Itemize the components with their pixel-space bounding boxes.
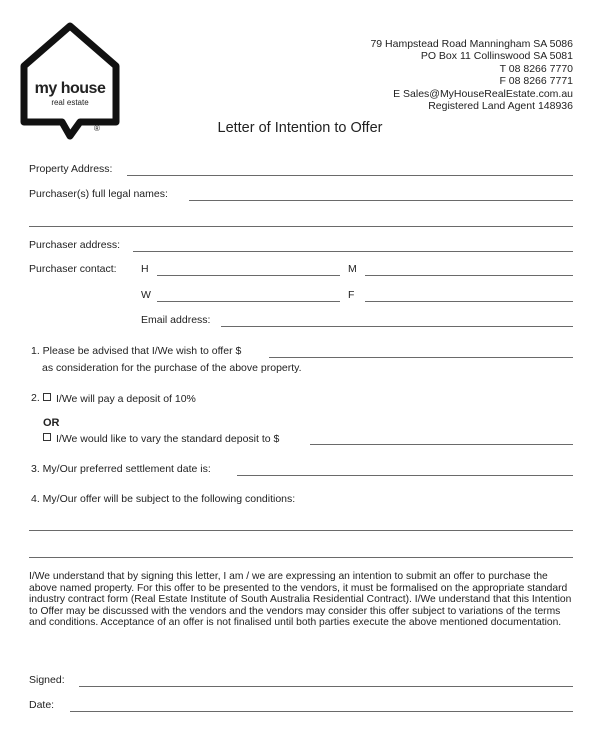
signed-label: Signed:	[29, 674, 65, 686]
mobile-label: M	[348, 263, 357, 275]
settlement-date-label: 3. My/Our preferred settlement date is:	[31, 463, 211, 475]
deposit-10-label: I/We will pay a deposit of 10%	[56, 393, 196, 405]
declaration-text: I/We understand that by signing this letter, I am / we are expressing an intention to submit an offer to purchase the above named property. For this offer to be presented to the vendors, it must be formalised on the appropriate standard industry contract form (Real Estate Institute of South Australia Residential Contract). I/We understand that this Intention to Offer may be discussed with the vendors and the vendors may consider this offer subject to variations of the terms and conditions. Acceptance of an offer is not finalised until both parties execute the above mentioned documentation.	[29, 571, 572, 629]
work-phone-label: W	[141, 289, 151, 301]
vary-deposit-field[interactable]	[310, 444, 573, 445]
property-address-field[interactable]	[127, 175, 573, 176]
agency-address-block	[370, 38, 573, 112]
email-line: E Sales@MyHouseRealEstate.com.au	[393, 87, 573, 100]
email-address-field[interactable]	[221, 326, 573, 327]
page-title: Letter of Intention to Offer	[217, 120, 383, 136]
offer-amount-field[interactable]	[269, 357, 573, 358]
conditions-field-1[interactable]	[29, 530, 573, 531]
fax-field[interactable]	[365, 301, 573, 302]
property-address-label: Property Address:	[29, 163, 113, 175]
settlement-date-field[interactable]	[237, 475, 573, 476]
home-phone-label: H	[141, 263, 149, 275]
email-address-label: Email address:	[141, 314, 211, 326]
purchaser-address-label: Purchaser address:	[29, 239, 121, 251]
vary-deposit-option[interactable]	[43, 433, 279, 445]
home-phone-field[interactable]	[157, 275, 340, 276]
signature-field[interactable]	[79, 686, 573, 687]
fax-label: F	[348, 289, 355, 301]
purchaser-address-field[interactable]	[133, 251, 573, 252]
vary-deposit-label: I/We would like to vary the standard deposit to $	[56, 433, 280, 445]
deposit-item-number: 2.	[31, 392, 40, 404]
phone-line: T 08 8266 7770	[499, 62, 573, 75]
offer-consideration-text: as consideration for the purchase of the above property.	[42, 362, 302, 374]
vary-deposit-checkbox[interactable]	[43, 433, 51, 441]
purchaser-names-field-2[interactable]	[29, 226, 573, 227]
purchaser-names-field[interactable]	[189, 200, 573, 201]
registered-mark: ®	[94, 124, 100, 133]
offer-amount-label: 1. Please be advised that I/We wish to offer $	[31, 345, 242, 357]
purchaser-contact-label: Purchaser contact:	[29, 263, 117, 275]
mobile-field[interactable]	[365, 275, 573, 276]
logo-brand: my house	[34, 80, 106, 97]
purchaser-names-label: Purchaser(s) full legal names:	[29, 188, 168, 200]
logo-subtitle: real estate	[51, 98, 89, 107]
deposit-10-option[interactable]	[43, 393, 196, 405]
date-label: Date:	[29, 699, 55, 711]
address-line-2: PO Box 11 Collinswood SA 5081	[420, 50, 573, 63]
agent-line: Registered Land Agent 148936	[428, 100, 573, 113]
conditions-label: 4. My/Our offer will be subject to the following conditions:	[31, 493, 296, 505]
work-phone-field[interactable]	[157, 301, 340, 302]
address-line-1: 79 Hampstead Road Manningham SA 5086	[370, 38, 573, 50]
date-field[interactable]	[70, 711, 573, 712]
conditions-field-2[interactable]	[29, 557, 573, 558]
deposit-10-checkbox[interactable]	[43, 393, 51, 401]
fax-line: F 08 8266 7771	[499, 75, 573, 88]
or-label: OR	[43, 417, 60, 429]
